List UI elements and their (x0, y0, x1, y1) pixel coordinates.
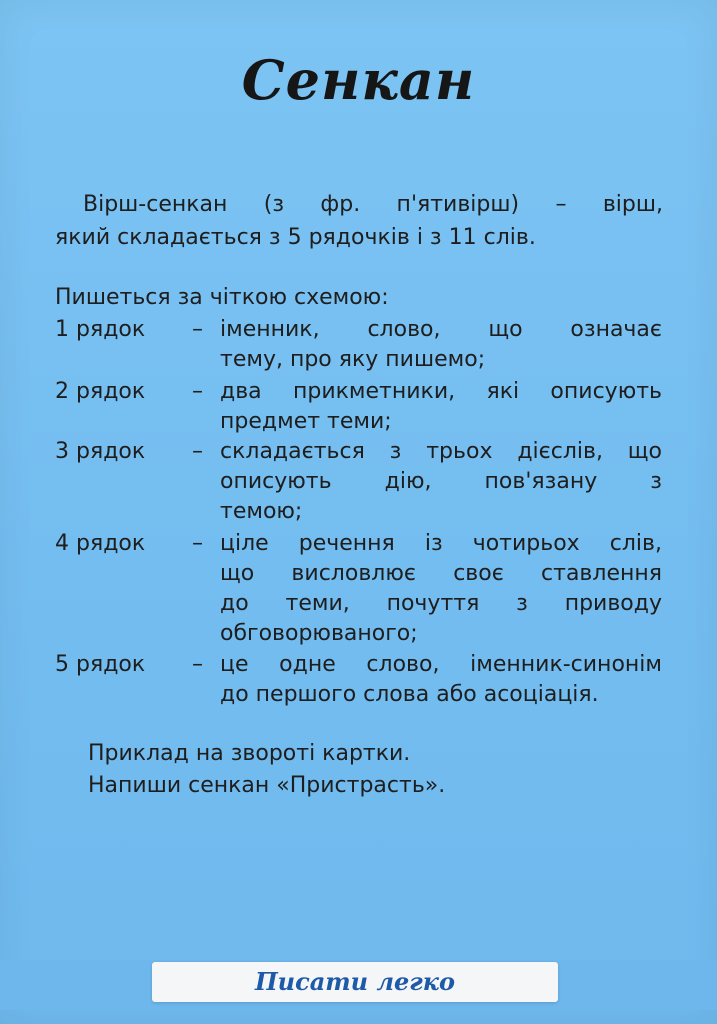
intro-line-1: Вірш-сенкан (з фр. п'ятивірш) – вірш, (83, 192, 663, 217)
row-4-label: 4 рядок (55, 531, 146, 556)
row-3-line-2: описують дію, пов'язану з (220, 469, 662, 494)
row-2-line-2: предмет теми; (220, 409, 392, 434)
row-5-dash: – (192, 652, 203, 677)
row-4-line-1: ціле речення із чотирьох слів, (220, 531, 662, 556)
row-1-label: 1 рядок (55, 317, 146, 342)
row-2-line-1: два прикметники, які описують (220, 379, 662, 404)
row-2-dash: – (192, 379, 203, 404)
row-5-line-2: до першого слова або асоціація. (220, 682, 599, 707)
row-5-label: 5 рядок (55, 652, 146, 677)
row-4-line-4: обговорюваного; (220, 621, 418, 646)
footer-brand: Писати легко (152, 962, 558, 1002)
row-4-description (220, 529, 662, 649)
scheme-header: Пишеться за чіткою схемою: (55, 285, 389, 310)
row-3-label: 3 рядок (55, 439, 146, 464)
row-4-line-3: до теми, почуття з приводу (220, 591, 662, 616)
row-1-line-1: іменник, слово, що означає (220, 317, 662, 342)
intro-paragraph (55, 188, 663, 254)
row-3-description (220, 437, 662, 527)
row-2-description (220, 377, 662, 437)
row-1-line-2: тему, про яку пишемо; (220, 347, 486, 372)
row-3-line-3: темою; (220, 499, 303, 524)
row-5-description (220, 650, 662, 710)
intro-line-2: який складається з 5 рядочків і з 11 слів. (55, 225, 536, 250)
page-title: Сенкан (241, 48, 476, 112)
note-task: Напиши сенкан «Пристрасть». (88, 773, 446, 798)
row-3-dash: – (192, 439, 203, 464)
row-2-label: 2 рядок (55, 379, 146, 404)
row-3-line-1: складається з трьох дієслів, що (220, 439, 662, 464)
row-1-dash: – (192, 317, 203, 342)
note-example: Приклад на звороті картки. (88, 741, 411, 766)
row-4-line-2: що висловлює своє ставлення (220, 561, 662, 586)
row-5-line-1: це одне слово, іменник-синонім (220, 652, 662, 677)
row-4-dash: – (192, 531, 203, 556)
row-1-description (220, 315, 662, 375)
